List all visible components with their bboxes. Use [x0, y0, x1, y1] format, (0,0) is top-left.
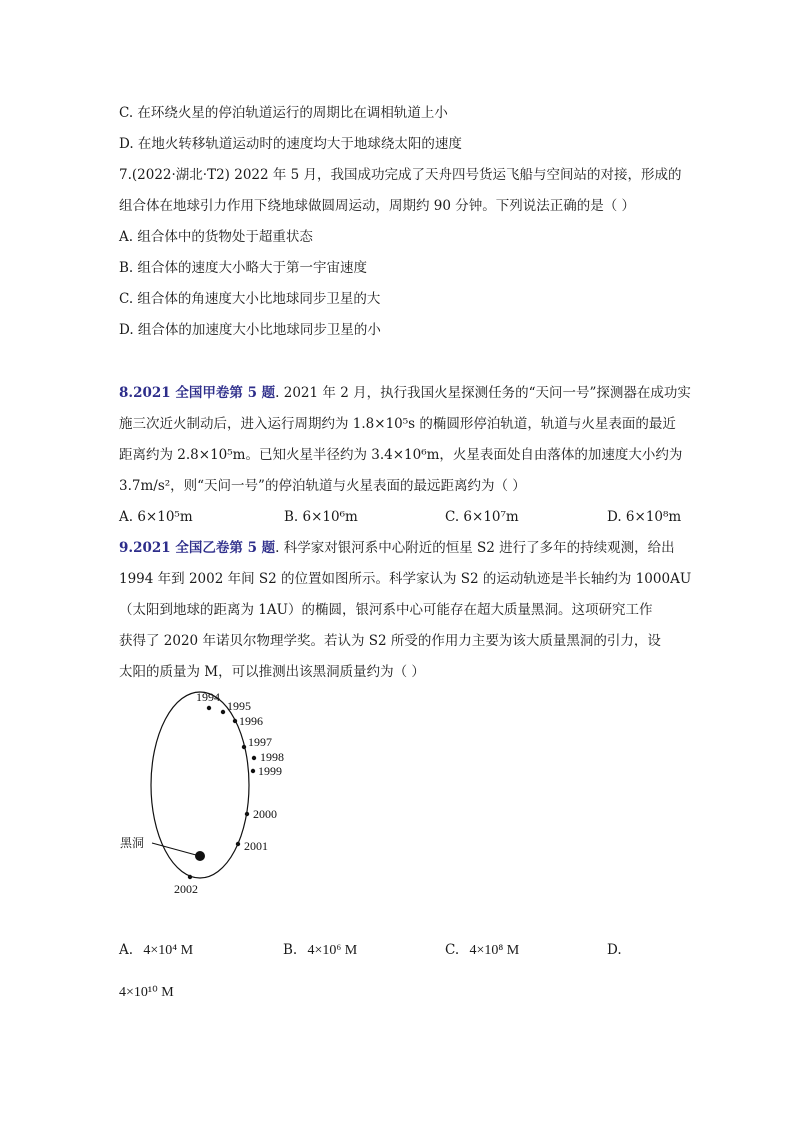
q9-option-a-value: 4×10⁴ M: [143, 943, 194, 958]
q9-stem-line5: 太阳的质量为 M，可以推测出该黑洞质量约为（ ）: [119, 664, 425, 680]
q9-option-c-value: 4×10⁸ M: [469, 943, 520, 958]
q8-heading: 8.2021 全国甲卷第 5 题: [119, 385, 276, 401]
point-2000: [245, 812, 249, 816]
q7-stem-line1: 7.(2022·湖北·T2) 2022 年 5 月，我国成功完成了天舟四号货运飞船与空间站的对接，形成的: [119, 167, 682, 183]
black-hole-marker: [195, 851, 205, 861]
point-1994: [207, 706, 211, 710]
point-2001: [236, 842, 240, 846]
q9-option-b: [283, 940, 357, 961]
q9-option-a: [119, 940, 193, 961]
q9-option-d-value: 4×10¹⁰ M: [119, 985, 174, 1000]
q9-stem-line1: [119, 538, 675, 558]
q8-option-b: B. 6×10⁶m: [284, 509, 358, 525]
label-2002: 2002: [174, 882, 198, 896]
q9-option-b-value: 4×10⁶ M: [307, 943, 358, 958]
point-2002: [188, 875, 192, 879]
q9-heading: 9.2021 全国乙卷第 5 题: [119, 540, 276, 556]
q9-option-d-letter: D.: [607, 942, 622, 958]
point-1997: [242, 745, 246, 749]
label-2000: 2000: [253, 807, 277, 821]
q7-option-c: C. 组合体的角速度大小比地球同步卫星的大: [119, 291, 381, 307]
q8-stem-line3: 距离约为 2.8×10⁵m。已知火星半径约为 3.4×10⁶m，火星表面处自由落体的加速度大小约为: [119, 447, 683, 463]
q9-stem-line4: 获得了 2020 年诺贝尔物理学奖。若认为 S2 所受的作用力主要为该大质量黑洞的引力，设: [119, 633, 661, 649]
label-1995: 1995: [227, 699, 251, 713]
q9-option-c: [445, 940, 519, 961]
point-1996: [233, 719, 237, 723]
label-1996: 1996: [239, 714, 263, 728]
label-1998: 1998: [260, 750, 284, 764]
q7-stem-line2: 组合体在地球引力作用下绕地球做圆周运动，周期约 90 分钟。下列说法正确的是（ ）: [119, 198, 636, 214]
q8-option-c: C. 6×10⁷m: [445, 509, 519, 525]
point-1998: [252, 756, 256, 760]
black-hole-leader-line: [152, 843, 196, 855]
label-1994: 1994: [196, 690, 220, 704]
label-1999: 1999: [258, 764, 282, 778]
q7-option-b: B. 组合体的速度大小略大于第一宇宙速度: [119, 260, 368, 276]
point-1995: [221, 710, 225, 714]
q9-option-a-letter: A.: [119, 942, 134, 958]
q9-stem-line3: （太阳到地球的距离为 1AU）的椭圆，银河系中心可能存在超大质量黑洞。这项研究工作: [119, 602, 653, 618]
q9-option-b-letter: B.: [283, 942, 298, 958]
q9-stem-line2: 1994 年到 2002 年间 S2 的位置如图所示。科学家认为 S2 的运动轨迹是半长轴约为 1000AU: [119, 571, 692, 587]
q6-option-d: D. 在地火转移轨道运动时的速度均大于地球绕太阳的速度: [119, 136, 462, 152]
q7-option-d: D. 组合体的加速度大小比地球同步卫星的小: [119, 322, 381, 338]
s2-orbit-figure: [110, 685, 310, 900]
q8-stem-text: . 2021 年 2 月，执行我国火星探测任务的“天问一号”探测器在成功实: [275, 385, 691, 401]
q9-stem-text: . 科学家对银河系中心附近的恒星 S2 进行了多年的持续观测，给出: [275, 540, 675, 556]
point-1999: [251, 769, 255, 773]
label-1997: 1997: [248, 735, 272, 749]
q7-option-a: A. 组合体中的货物处于超重状态: [119, 229, 313, 245]
q8-option-d: D. 6×10⁸m: [607, 509, 682, 525]
black-hole-label: 黑洞: [120, 836, 145, 850]
q8-stem-line1: [119, 383, 691, 403]
q6-option-c: C. 在环绕火星的停泊轨道运行的周期比在调相轨道上小: [119, 105, 448, 121]
label-2001: 2001: [244, 839, 268, 853]
q8-option-a: A. 6×10⁵m: [119, 509, 193, 525]
q8-stem-line4: 3.7m/s²，则“天问一号”的停泊轨道与火星表面的最远距离约为（ ）: [119, 478, 526, 494]
q9-option-c-letter: C.: [445, 942, 460, 958]
q8-stem-line2: 施三次近火制动后，进入运行周期约为 1.8×10⁵s 的椭圆形停泊轨道，轨道与火星表面的最近: [119, 416, 676, 432]
